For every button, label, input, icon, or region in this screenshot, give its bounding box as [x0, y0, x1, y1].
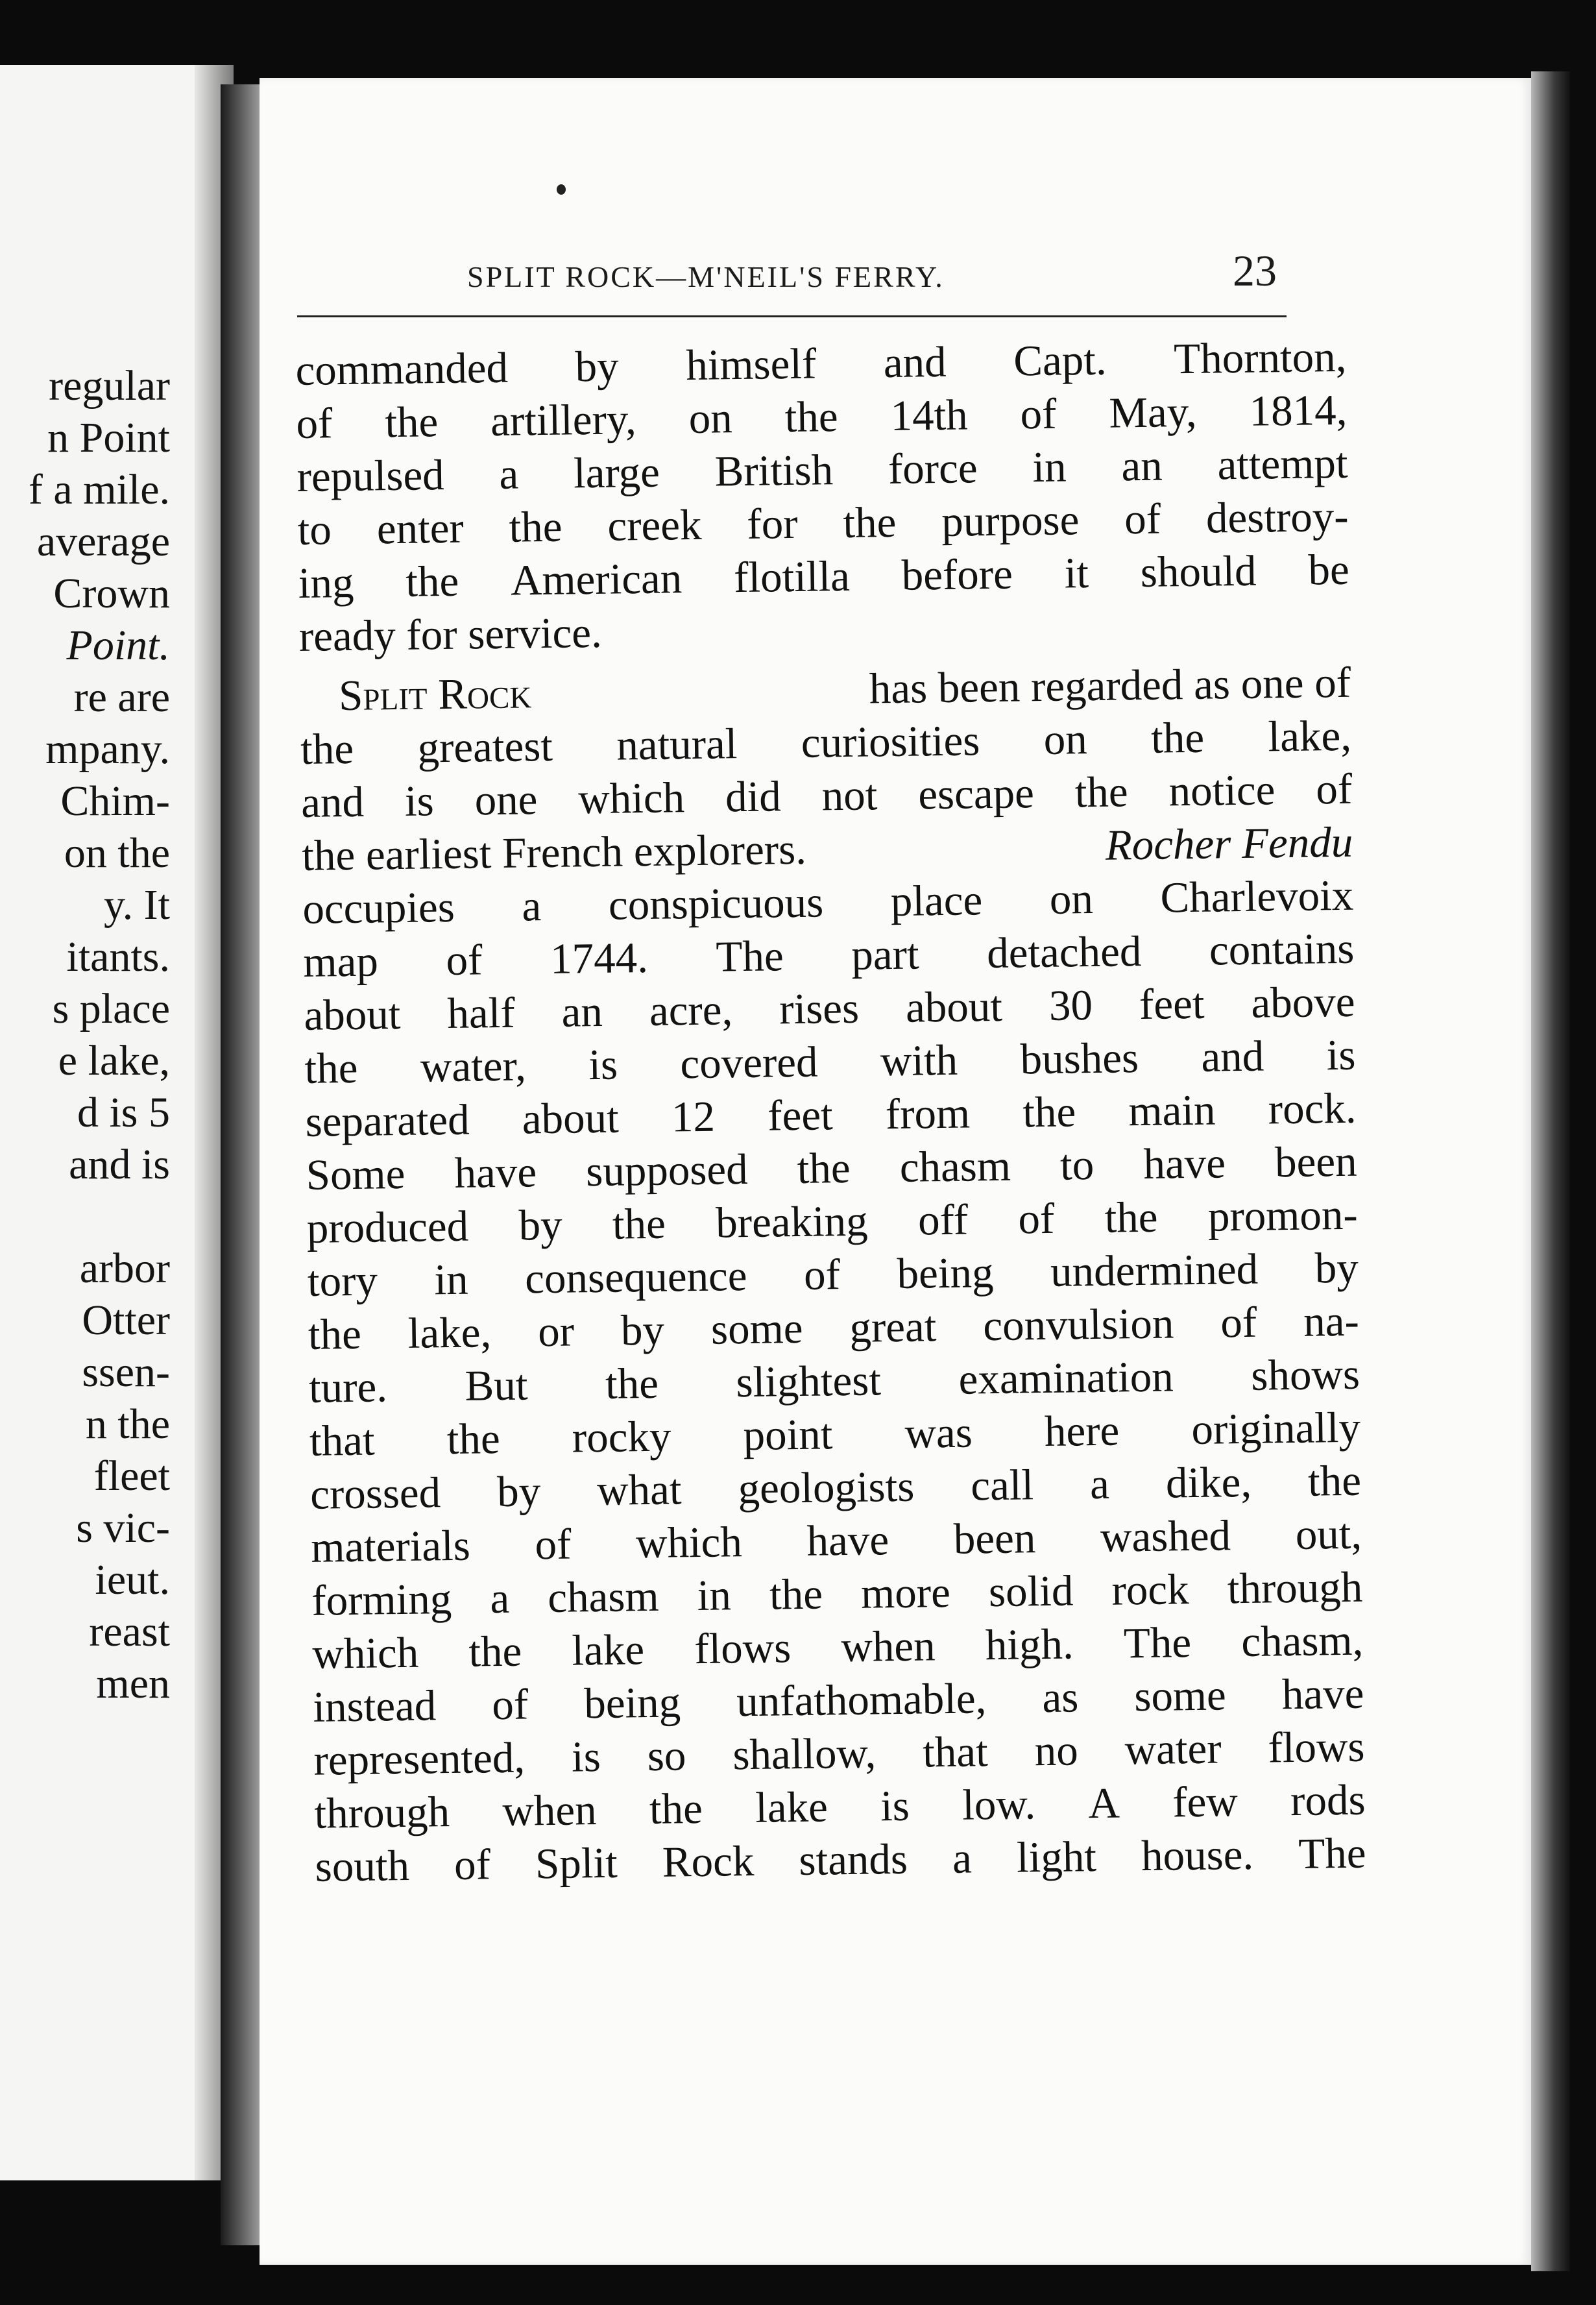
word: did — [725, 772, 782, 822]
text-line-rest: has been regarded as one of — [869, 658, 1351, 713]
left-line: s vic- — [76, 1504, 170, 1552]
word: lake — [755, 1783, 828, 1832]
word: Thornton, — [1173, 332, 1347, 384]
word: the — [446, 1415, 501, 1464]
word: of — [1220, 1298, 1257, 1347]
word: the — [384, 398, 439, 447]
word: rocky — [572, 1412, 671, 1462]
word: is — [880, 1781, 910, 1831]
left-line: ssen- — [82, 1348, 170, 1396]
word: the — [405, 557, 459, 606]
word: was — [904, 1408, 973, 1457]
word: solid — [988, 1567, 1074, 1616]
word: water — [1124, 1724, 1222, 1774]
word: supposed — [585, 1145, 749, 1196]
word: purpose — [941, 496, 1080, 546]
word: to — [1059, 1140, 1094, 1189]
word: no — [1034, 1726, 1079, 1775]
left-line: e lake, — [58, 1037, 170, 1084]
word: 12 — [671, 1092, 716, 1141]
word: which — [635, 1518, 743, 1568]
word: is — [1326, 1031, 1356, 1080]
word: for — [746, 499, 798, 548]
word: American — [510, 554, 683, 605]
word: represented, — [313, 1733, 526, 1785]
word: flows — [694, 1624, 792, 1674]
word: above — [1250, 977, 1355, 1027]
word: geologists — [738, 1462, 915, 1513]
word: Charlevoix — [1160, 871, 1354, 922]
word: a — [521, 882, 542, 931]
left-line: Otter — [82, 1297, 170, 1344]
word: shallow, — [732, 1729, 877, 1779]
word: in — [434, 1255, 469, 1304]
word: lake, — [407, 1308, 492, 1358]
word: The — [716, 932, 784, 981]
left-line: d is 5 — [77, 1089, 170, 1136]
word: separated — [305, 1095, 470, 1146]
word: escape — [917, 769, 1035, 819]
word: 14th — [890, 391, 969, 440]
word: about — [522, 1093, 620, 1143]
word: the — [1307, 1456, 1362, 1506]
word: artillery, — [490, 395, 637, 446]
word: lake, — [1268, 711, 1352, 761]
header-rule — [297, 315, 1287, 317]
word: acre, — [649, 986, 733, 1035]
word: large — [573, 448, 660, 498]
word: the — [468, 1627, 522, 1676]
word: consequence — [524, 1252, 747, 1303]
word: the — [842, 498, 897, 547]
word: about — [905, 982, 1003, 1032]
word: 30 — [1048, 981, 1093, 1030]
word: the — [304, 1043, 358, 1093]
word: convulsion — [982, 1299, 1174, 1350]
word: being — [897, 1249, 994, 1298]
left-line: arbor — [79, 1245, 170, 1292]
word: creek — [607, 500, 702, 550]
text-line-start: the earliest French explorers. — [301, 825, 807, 880]
word: contains — [1209, 924, 1355, 975]
left-line: Crown — [53, 570, 170, 617]
word: by — [496, 1467, 541, 1517]
word: of — [803, 1250, 841, 1299]
word: examination — [958, 1352, 1174, 1404]
word: off — [917, 1195, 969, 1245]
word: crossed — [309, 1469, 441, 1518]
word: and — [1200, 1032, 1264, 1081]
word: so — [647, 1731, 686, 1781]
word: The — [1123, 1618, 1192, 1668]
word: to — [297, 506, 332, 554]
word: conspicuous — [608, 878, 824, 929]
word: by — [620, 1306, 665, 1355]
word: chasm — [547, 1572, 660, 1622]
word: be — [1307, 545, 1350, 594]
word: ture. — [308, 1363, 388, 1412]
word: feet — [1139, 979, 1205, 1029]
word: Split — [535, 1838, 618, 1888]
word: bushes — [1020, 1034, 1139, 1084]
word: about — [304, 990, 401, 1040]
word: notice — [1168, 766, 1276, 816]
left-line: f a mile. — [28, 466, 170, 513]
word: been — [953, 1514, 1036, 1563]
word: the — [784, 393, 839, 442]
word: an — [561, 987, 603, 1036]
word: dike, — [1165, 1457, 1252, 1507]
body-text — [295, 330, 1366, 1894]
word: promon- — [1207, 1190, 1359, 1241]
word: great — [849, 1302, 937, 1352]
word: through — [314, 1788, 450, 1838]
word: of — [1017, 1194, 1055, 1243]
word: Some — [306, 1149, 405, 1199]
left-line: Point. — [66, 622, 170, 669]
ink-speck — [557, 184, 566, 195]
left-line: ieut. — [95, 1556, 170, 1604]
left-paragraph-gap — [0, 1191, 170, 1243]
running-head: SPLIT ROCK—M'NEIL'S FERRY. — [467, 260, 945, 293]
word: unfathomable, — [736, 1674, 987, 1726]
word: it — [1064, 549, 1089, 598]
word: But — [465, 1361, 528, 1410]
left-line: fleet — [93, 1452, 170, 1500]
word: a — [1089, 1459, 1110, 1509]
word: British — [714, 446, 834, 496]
word: south — [315, 1841, 410, 1891]
word: is — [588, 1040, 618, 1090]
word: in — [697, 1571, 732, 1620]
word: washed — [1100, 1511, 1231, 1561]
word: 1744. — [550, 933, 649, 983]
word: rock — [1111, 1565, 1190, 1615]
left-line: n the — [85, 1400, 170, 1448]
word: high. — [985, 1620, 1074, 1670]
word: ing — [298, 558, 354, 607]
word: of — [535, 1520, 572, 1569]
word: before — [901, 550, 1013, 600]
word: the — [300, 724, 354, 774]
word: some — [710, 1304, 803, 1354]
page-edge — [1531, 71, 1570, 2271]
word: one — [474, 775, 538, 825]
word: the — [1150, 713, 1205, 762]
word: force — [888, 444, 978, 494]
word: repulsed — [296, 451, 445, 501]
word: chasm, — [1240, 1616, 1364, 1666]
word: in — [1032, 443, 1067, 492]
left-page-text — [0, 360, 170, 1710]
word: the — [1104, 1193, 1158, 1242]
word: the — [612, 1199, 666, 1249]
word: greatest — [417, 722, 553, 772]
word: out, — [1295, 1509, 1362, 1559]
word: which — [311, 1628, 419, 1678]
word: what — [596, 1465, 682, 1515]
word: of — [296, 399, 333, 448]
left-line: men — [96, 1660, 170, 1707]
word: forming — [311, 1575, 452, 1625]
word: and — [300, 777, 365, 827]
word: on — [688, 394, 733, 443]
word: a — [499, 450, 519, 498]
word: have — [806, 1516, 889, 1565]
word: the — [509, 502, 562, 552]
left-line: reast — [89, 1608, 170, 1655]
word: na- — [1303, 1297, 1360, 1346]
word: is — [404, 777, 435, 825]
rocher-fendu: Rocher Fendu — [1105, 818, 1353, 870]
word: originally — [1191, 1403, 1361, 1454]
word: Rock — [662, 1836, 755, 1886]
word: destroy- — [1205, 492, 1349, 543]
word: as — [1041, 1673, 1079, 1722]
word: some — [1133, 1671, 1227, 1721]
word: instead — [313, 1681, 437, 1731]
word: shows — [1250, 1350, 1360, 1400]
word: May, — [1108, 387, 1198, 437]
word: or — [537, 1307, 575, 1356]
word: by — [1314, 1243, 1359, 1293]
word: when — [840, 1622, 936, 1672]
left-line: mpany. — [45, 726, 170, 773]
left-line: y. It — [103, 881, 170, 929]
word: call — [970, 1461, 1034, 1510]
left-line: regular — [49, 362, 170, 409]
word: 1814, — [1249, 385, 1348, 435]
word: A — [1088, 1779, 1120, 1828]
word: the — [1074, 768, 1129, 817]
word: detached — [986, 927, 1142, 978]
word: the — [797, 1143, 851, 1193]
left-line: on the — [64, 829, 170, 877]
word: by — [575, 342, 620, 391]
word: not — [821, 771, 878, 820]
left-line: s place — [52, 985, 170, 1032]
word: slightest — [736, 1356, 882, 1407]
word: of — [453, 1840, 491, 1889]
word: main — [1128, 1086, 1216, 1136]
word: that — [309, 1416, 376, 1465]
word: which — [577, 774, 685, 823]
word: should — [1140, 546, 1257, 596]
left-line: re are — [73, 674, 170, 721]
word: been — [1274, 1137, 1358, 1187]
word: feet — [767, 1091, 834, 1140]
word: natural — [616, 720, 738, 770]
word: of — [1124, 494, 1161, 544]
word: produced — [306, 1202, 469, 1252]
word: the — [308, 1310, 362, 1359]
word: few — [1172, 1777, 1239, 1827]
text-line: ready for service. — [298, 608, 603, 661]
word: on — [1049, 874, 1094, 923]
word: rods — [1290, 1775, 1366, 1825]
word: lake — [572, 1626, 645, 1675]
word: rises — [779, 984, 860, 1034]
word: chasm — [899, 1141, 1011, 1191]
left-line: itants. — [66, 933, 170, 981]
word: part — [851, 930, 920, 979]
word: more — [860, 1568, 951, 1618]
word: an — [1120, 441, 1163, 491]
word: half — [446, 988, 516, 1038]
word: rock. — [1268, 1084, 1357, 1134]
left-line: average — [36, 518, 170, 565]
word: a — [489, 1574, 510, 1623]
left-line: n Point — [47, 414, 170, 461]
word: the — [769, 1570, 823, 1619]
word: enter — [376, 504, 465, 554]
word: by — [518, 1201, 563, 1250]
word: have — [1143, 1139, 1226, 1188]
word: and — [883, 337, 947, 387]
word: tory — [307, 1256, 378, 1306]
word: light — [1016, 1833, 1097, 1882]
word: map — [302, 937, 379, 986]
word: a — [952, 1834, 973, 1883]
word: place — [890, 876, 983, 926]
word: attempt — [1217, 439, 1348, 489]
left-line: Chim- — [60, 777, 170, 825]
word: commanded — [295, 343, 509, 395]
word: that — [922, 1727, 989, 1777]
word: point — [743, 1410, 833, 1460]
word: the — [605, 1359, 659, 1408]
word: materials — [310, 1521, 471, 1572]
word: on — [1043, 715, 1088, 764]
page-number: 23 — [1233, 246, 1277, 295]
book-gutter — [221, 84, 260, 2245]
word: stands — [798, 1835, 908, 1885]
left-line: and is — [69, 1141, 170, 1188]
word: from — [885, 1089, 971, 1139]
word: house. — [1141, 1830, 1254, 1881]
word: here — [1044, 1406, 1120, 1456]
word: himself — [685, 339, 817, 390]
word: of — [446, 936, 483, 985]
word: when — [502, 1786, 598, 1836]
word: flotilla — [733, 552, 851, 602]
word: the — [649, 1784, 703, 1834]
word: with — [880, 1036, 958, 1086]
word: have — [454, 1148, 537, 1197]
word: have — [1281, 1669, 1364, 1719]
word: undermined — [1050, 1245, 1259, 1296]
word: occupies — [302, 883, 455, 933]
word: low. — [961, 1780, 1036, 1829]
word: The — [1298, 1829, 1366, 1878]
word: breaking — [715, 1197, 869, 1247]
word: of — [491, 1680, 529, 1729]
word: being — [583, 1678, 681, 1728]
word: is — [571, 1733, 601, 1781]
word: water, — [420, 1042, 527, 1092]
word: the — [1022, 1088, 1076, 1137]
word: of — [1315, 764, 1353, 814]
word: covered — [680, 1038, 818, 1088]
word: of — [1020, 389, 1057, 439]
word: curiosities — [801, 716, 980, 767]
word: flows — [1268, 1722, 1365, 1772]
word: through — [1227, 1563, 1363, 1613]
word: Capt. — [1013, 335, 1107, 385]
split-rock-lead: Split Rock — [338, 669, 532, 720]
